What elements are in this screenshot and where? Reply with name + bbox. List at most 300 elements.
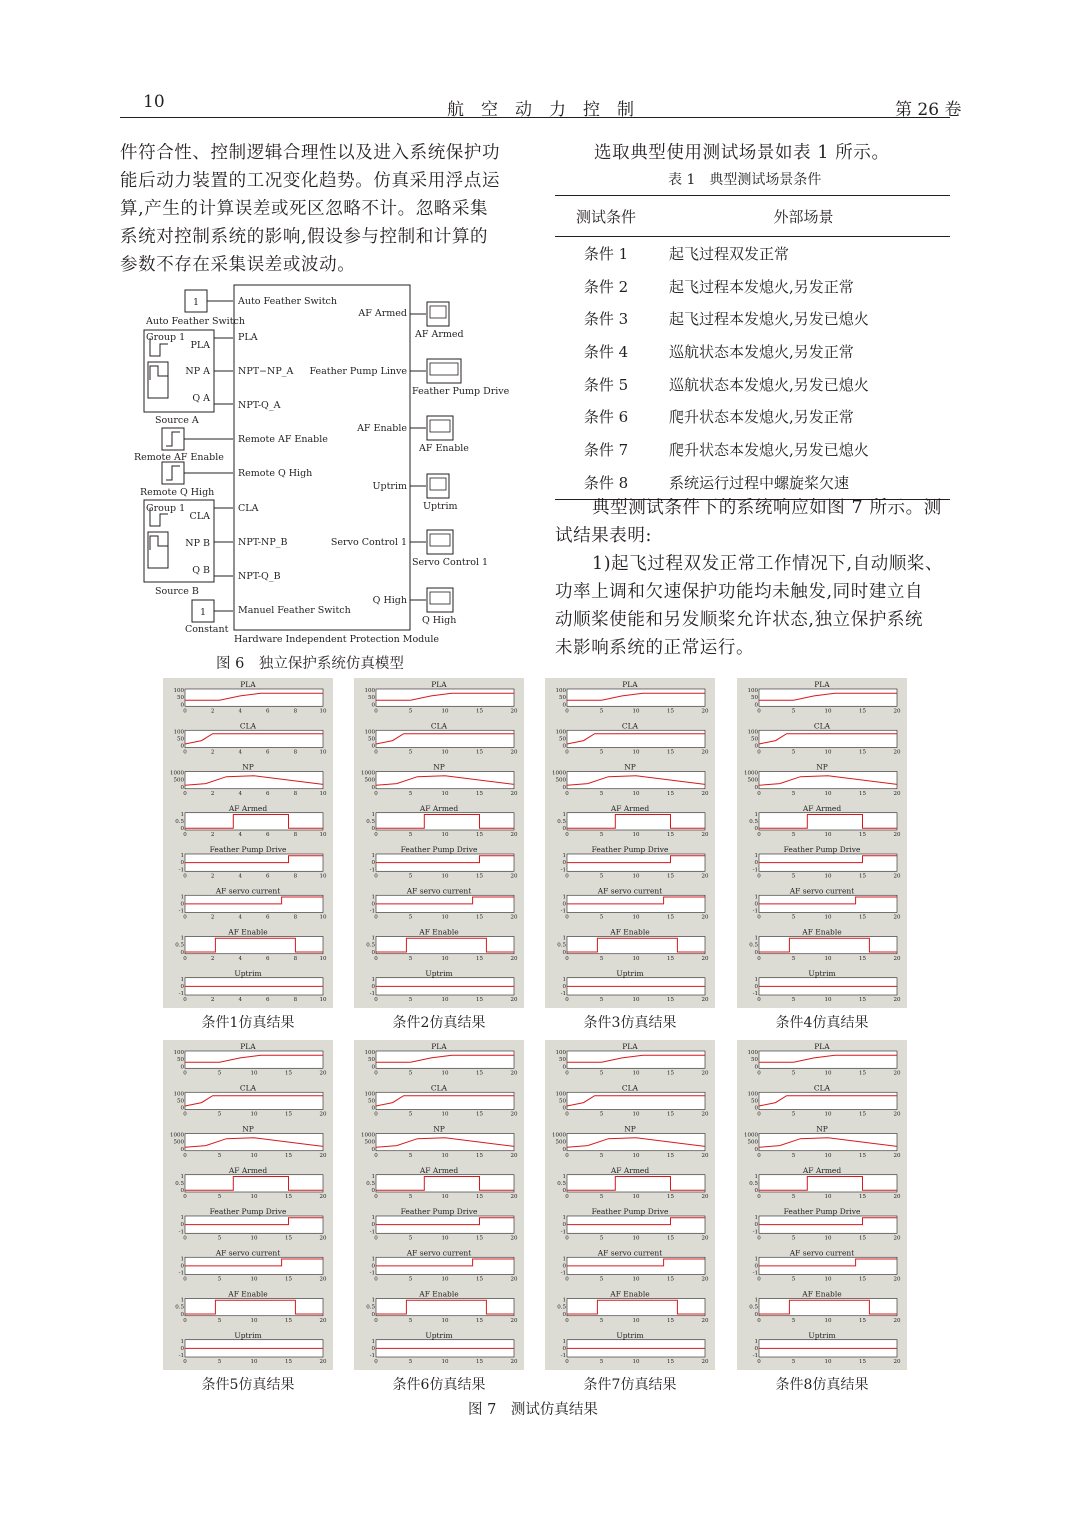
plot-axes xyxy=(759,772,897,789)
left-line-1: 件符合性、控制逻辑合理性以及进入系统保护功 xyxy=(120,143,501,163)
y-tick-label: 1 xyxy=(180,976,184,983)
x-tick-label: 10 xyxy=(632,1317,640,1324)
header-rule xyxy=(120,117,950,118)
y-tick-label: 50 xyxy=(368,736,375,743)
y-tick-label: 100 xyxy=(364,688,375,694)
input-port: Manuel Feather Switch xyxy=(238,605,351,616)
x-tick-label: 5 xyxy=(599,1070,604,1077)
y-tick-label: 1 xyxy=(371,1256,375,1263)
source-a-label: Source A xyxy=(155,415,199,426)
y-tick-label: 1 xyxy=(562,1215,566,1221)
x-tick-label: 5 xyxy=(791,1276,796,1283)
sim-result-panel xyxy=(545,678,715,1008)
x-tick-label: 10 xyxy=(632,955,640,962)
y-tick-label: 1000 xyxy=(170,770,184,777)
x-tick-label: 0 xyxy=(757,1152,761,1159)
condition-cell: 条件 7 xyxy=(583,440,629,459)
x-tick-label: 15 xyxy=(285,1317,292,1324)
y-tick-label: 0 xyxy=(371,826,375,832)
x-tick-label: 20 xyxy=(893,1359,901,1365)
x-tick-label: 20 xyxy=(701,790,709,797)
input-port: CLA xyxy=(238,503,259,514)
x-tick-label: 10 xyxy=(632,997,640,1003)
x-tick-label: 20 xyxy=(510,1152,518,1159)
y-tick-label: 1 xyxy=(562,853,566,859)
scope-label: Servo Control 1 xyxy=(412,557,489,568)
x-tick-label: 0 xyxy=(757,790,761,797)
scene-cell: 系统运行过程中螺旋桨欠速 xyxy=(657,466,950,499)
plot-axes xyxy=(376,937,514,954)
x-tick-label: 0 xyxy=(183,1276,187,1283)
x-tick-label: 15 xyxy=(667,708,674,715)
x-tick-label: 10 xyxy=(441,1152,449,1159)
x-tick-label: 15 xyxy=(476,1111,483,1118)
plot-axes xyxy=(185,1092,323,1109)
x-tick-label: 10 xyxy=(632,914,640,921)
y-tick-label: 50 xyxy=(177,695,184,702)
x-tick-label: 20 xyxy=(510,790,518,797)
x-tick-label: 15 xyxy=(285,1359,292,1365)
y-tick-label: 0.5 xyxy=(175,818,184,825)
volume-label: 第 26 卷 xyxy=(895,100,962,120)
x-tick-label: 15 xyxy=(285,1194,292,1200)
input-port: NPT-NP_B xyxy=(238,537,288,548)
y-tick-label: 1000 xyxy=(744,1132,758,1139)
x-tick-label: 2 xyxy=(210,873,215,880)
x-tick-label: 2 xyxy=(210,708,215,715)
x-tick-label: 10 xyxy=(824,1317,832,1324)
plot-title: PLA xyxy=(240,1042,256,1051)
y-tick-label: 50 xyxy=(751,736,758,743)
plot-axes xyxy=(567,689,705,706)
input-port: NPT−NP_A xyxy=(238,366,294,377)
x-tick-label: 5 xyxy=(217,1235,222,1242)
x-tick-label: 0 xyxy=(183,1194,187,1200)
plot-title: Uptrim xyxy=(616,968,644,978)
fig6-diagram xyxy=(130,280,510,650)
y-tick-label: 1 xyxy=(371,1297,375,1304)
y-tick-label: -1 xyxy=(560,991,566,997)
x-tick-label: 5 xyxy=(599,1359,604,1365)
y-tick-label: -1 xyxy=(369,908,375,915)
x-tick-label: 8 xyxy=(293,997,298,1003)
x-tick-label: 0 xyxy=(565,1194,569,1200)
table-row xyxy=(555,270,950,303)
x-tick-label: 20 xyxy=(319,1194,327,1200)
plot-axes xyxy=(567,1175,705,1192)
x-tick-label: 10 xyxy=(824,1194,832,1200)
x-tick-label: 20 xyxy=(510,1276,518,1283)
x-tick-label: 15 xyxy=(476,832,483,838)
x-tick-label: 0 xyxy=(757,1111,761,1118)
y-tick-label: -1 xyxy=(178,991,184,997)
y-tick-label: 50 xyxy=(177,1057,184,1064)
x-tick-label: 15 xyxy=(859,749,866,756)
x-tick-label: 0 xyxy=(565,1276,569,1283)
x-tick-label: 2 xyxy=(210,955,215,962)
plot-title: CLA xyxy=(813,1083,831,1093)
x-tick-label: 20 xyxy=(893,1317,901,1324)
x-tick-label: 0 xyxy=(183,997,187,1003)
scope-label: AF Armed xyxy=(415,329,464,340)
x-tick-label: 20 xyxy=(701,1235,709,1242)
x-tick-label: 10 xyxy=(441,1235,449,1242)
x-tick-label: 10 xyxy=(250,1111,258,1118)
x-tick-label: 5 xyxy=(599,790,604,797)
y-tick-label: 0.5 xyxy=(557,942,566,949)
plot-title: Feather Pump Drive xyxy=(783,845,861,854)
y-tick-label: 0 xyxy=(754,1222,758,1229)
output-port: AF Enable xyxy=(357,423,407,434)
x-tick-label: 5 xyxy=(408,997,413,1003)
x-tick-label: 0 xyxy=(183,790,187,797)
y-tick-label: 0 xyxy=(562,1188,566,1194)
x-tick-label: 4 xyxy=(238,708,242,715)
x-tick-label: 6 xyxy=(266,708,270,715)
x-tick-label: 20 xyxy=(319,1359,327,1365)
plot-title: AF Enable xyxy=(228,1289,268,1299)
x-tick-label: 15 xyxy=(667,832,674,838)
src-qb: Q B xyxy=(192,565,210,576)
x-tick-label: 20 xyxy=(893,914,901,921)
plot-axes xyxy=(376,772,514,789)
table-row xyxy=(555,335,950,368)
y-tick-label: 0 xyxy=(180,949,184,956)
y-tick-label: 0 xyxy=(180,901,184,908)
x-tick-label: 20 xyxy=(319,1276,327,1283)
y-tick-label: 50 xyxy=(751,1098,758,1105)
x-tick-label: 0 xyxy=(183,955,187,962)
plot-axes xyxy=(759,1092,897,1109)
y-tick-label: 0.5 xyxy=(366,1304,375,1311)
x-tick-label: 5 xyxy=(408,1235,413,1242)
plot-axes xyxy=(567,1134,705,1151)
x-tick-label: 10 xyxy=(441,997,449,1003)
plot-title: CLA xyxy=(621,721,639,731)
x-tick-label: 2 xyxy=(210,997,215,1003)
x-tick-label: 0 xyxy=(565,1152,569,1159)
x-tick-label: 10 xyxy=(824,708,832,715)
y-tick-label: 1 xyxy=(371,894,375,901)
plot-title: AF servo current xyxy=(789,1248,855,1258)
remote-af-enable-label: Remote AF Enable xyxy=(134,452,224,463)
y-tick-label: 0 xyxy=(180,1105,184,1112)
sim-result-panel xyxy=(163,1040,333,1370)
x-tick-label: 4 xyxy=(238,955,242,962)
x-tick-label: 0 xyxy=(374,873,378,880)
y-tick-label: 100 xyxy=(747,688,758,694)
x-tick-label: 0 xyxy=(183,1152,187,1159)
scope-label: Q High xyxy=(422,615,457,626)
x-tick-label: 10 xyxy=(632,1276,640,1283)
x-tick-label: 20 xyxy=(510,749,518,756)
x-tick-label: 15 xyxy=(859,873,866,880)
y-tick-label: 0 xyxy=(754,784,758,791)
x-tick-label: 20 xyxy=(701,997,709,1003)
panel-caption: 条件8仿真结果 xyxy=(775,1377,869,1393)
y-tick-label: 1 xyxy=(754,1173,758,1180)
y-tick-label: 1 xyxy=(371,1338,375,1345)
x-tick-label: 10 xyxy=(824,914,832,921)
x-tick-label: 0 xyxy=(565,1359,569,1365)
input-port: NPT-Q_B xyxy=(238,571,281,582)
plot-title: PLA xyxy=(814,680,830,689)
x-tick-label: 20 xyxy=(510,955,518,962)
plot-title: Uptrim xyxy=(616,1330,644,1340)
x-tick-label: 10 xyxy=(319,955,327,962)
x-tick-label: 5 xyxy=(408,1194,413,1200)
y-tick-label: 1 xyxy=(371,935,375,942)
plot-title: CLA xyxy=(621,1083,639,1093)
x-tick-label: 20 xyxy=(319,1152,327,1159)
y-tick-label: 0 xyxy=(180,1311,184,1318)
y-tick-label: 0 xyxy=(562,1146,566,1153)
x-tick-label: 10 xyxy=(319,749,327,756)
plot-title: AF Enable xyxy=(802,1289,842,1299)
x-tick-label: 20 xyxy=(893,749,901,756)
panel-caption: 条件7仿真结果 xyxy=(583,1377,677,1393)
x-tick-label: 10 xyxy=(824,997,832,1003)
x-tick-label: 0 xyxy=(757,1194,761,1200)
x-tick-label: 10 xyxy=(632,832,640,838)
y-tick-label: -1 xyxy=(560,867,566,874)
table-row xyxy=(555,433,950,466)
y-tick-label: 1 xyxy=(754,976,758,983)
plot-axes xyxy=(185,772,323,789)
plot-title: AF Armed xyxy=(228,1165,268,1175)
y-tick-label: 0 xyxy=(371,1105,375,1112)
input-port: Remote Q High xyxy=(238,468,313,479)
x-tick-label: 15 xyxy=(859,832,866,838)
plot-title: AF servo current xyxy=(789,886,855,896)
table-row xyxy=(555,302,950,335)
x-tick-label: 15 xyxy=(476,1317,483,1324)
x-tick-label: 15 xyxy=(859,1276,866,1283)
src-pla: PLA xyxy=(190,340,210,351)
x-tick-label: 15 xyxy=(285,1276,292,1283)
scene-cell: 爬升状态本发熄火,另发正常 xyxy=(669,408,854,427)
output-port: AF Armed xyxy=(358,308,407,319)
plot-title: AF servo current xyxy=(597,886,663,896)
x-tick-label: 5 xyxy=(408,1070,413,1077)
y-tick-label: 50 xyxy=(368,695,375,702)
src-npb: NP B xyxy=(185,538,210,549)
scope-label: Uptrim xyxy=(423,501,458,512)
x-tick-label: 5 xyxy=(791,873,796,880)
x-tick-label: 20 xyxy=(701,1111,709,1118)
y-tick-label: 0 xyxy=(754,1263,758,1270)
x-tick-label: 0 xyxy=(565,955,569,962)
plot-title: CLA xyxy=(813,721,831,731)
x-tick-label: 15 xyxy=(667,955,674,962)
x-tick-label: 5 xyxy=(217,1111,222,1118)
output-port: Servo Control 1 xyxy=(330,537,407,548)
plot-title: AF Armed xyxy=(802,1165,842,1175)
x-tick-label: 5 xyxy=(791,997,796,1003)
x-tick-label: 0 xyxy=(374,832,378,838)
y-tick-label: -1 xyxy=(369,1353,375,1359)
x-tick-label: 0 xyxy=(374,955,378,962)
output-port: Uptrim xyxy=(372,481,407,492)
y-tick-label: 0 xyxy=(371,983,375,990)
y-tick-label: 0.5 xyxy=(557,1304,566,1311)
x-tick-label: 5 xyxy=(791,1359,796,1365)
y-tick-label: 0 xyxy=(754,1105,758,1112)
x-tick-label: 10 xyxy=(632,749,640,756)
x-tick-label: 0 xyxy=(374,1070,378,1077)
x-tick-label: 20 xyxy=(701,832,709,838)
plot-title: Feather Pump Drive xyxy=(591,845,669,854)
plot-axes xyxy=(376,689,514,706)
plot-axes xyxy=(376,1051,514,1068)
plot-title: CLA xyxy=(239,1083,257,1093)
x-tick-label: 4 xyxy=(238,790,242,797)
x-tick-label: 10 xyxy=(250,1317,258,1324)
x-tick-label: 20 xyxy=(319,1317,327,1324)
y-tick-label: 1 xyxy=(180,1256,184,1263)
right-intro: 选取典型使用测试场景如表 1 所示。 xyxy=(594,143,890,163)
y-tick-label: -1 xyxy=(560,1270,566,1277)
scene-cell: 起飞过程本发熄火,另发已熄火 xyxy=(669,310,869,329)
y-tick-label: 1000 xyxy=(744,770,758,777)
plot-title: Uptrim xyxy=(234,968,262,978)
y-tick-label: 0 xyxy=(754,1188,758,1194)
y-tick-label: 0 xyxy=(562,983,566,990)
x-tick-label: 10 xyxy=(632,1194,640,1200)
y-tick-label: 0 xyxy=(180,826,184,832)
plot-axes xyxy=(759,1175,897,1192)
plot-title: CLA xyxy=(239,721,257,731)
plot-title: Feather Pump Drive xyxy=(591,1207,669,1216)
y-tick-label: 100 xyxy=(364,1050,375,1056)
x-tick-label: 15 xyxy=(667,1317,674,1324)
x-tick-label: 5 xyxy=(791,1152,796,1159)
y-tick-label: 0 xyxy=(754,1311,758,1318)
x-tick-label: 10 xyxy=(441,1317,449,1324)
y-tick-label: 1 xyxy=(371,1173,375,1180)
y-tick-label: -1 xyxy=(178,1229,184,1236)
y-tick-label: 0.5 xyxy=(366,1180,375,1187)
y-tick-label: 1 xyxy=(562,811,566,818)
x-tick-label: 20 xyxy=(701,1317,709,1324)
x-tick-label: 10 xyxy=(632,1070,640,1077)
x-tick-label: 20 xyxy=(701,955,709,962)
plot-axes xyxy=(567,813,705,830)
x-tick-label: 4 xyxy=(238,997,242,1003)
x-tick-label: 5 xyxy=(408,790,413,797)
plot-axes xyxy=(759,1134,897,1151)
y-tick-label: 1 xyxy=(371,976,375,983)
plot-title: Feather Pump Drive xyxy=(209,1207,287,1216)
y-tick-label: -1 xyxy=(752,1270,758,1277)
y-tick-label: 0 xyxy=(754,1146,758,1153)
x-tick-label: 10 xyxy=(441,749,449,756)
x-tick-label: 10 xyxy=(824,955,832,962)
plot-axes xyxy=(376,1092,514,1109)
x-tick-label: 20 xyxy=(893,1152,901,1159)
y-tick-label: 0 xyxy=(371,1222,375,1229)
y-tick-label: 500 xyxy=(173,777,184,784)
x-tick-label: 5 xyxy=(599,708,604,715)
x-tick-label: 5 xyxy=(408,708,413,715)
input-port: NPT-Q_A xyxy=(238,400,281,411)
x-tick-label: 10 xyxy=(250,1070,258,1077)
plot-axes xyxy=(759,937,897,954)
x-tick-label: 15 xyxy=(476,997,483,1003)
plot-axes xyxy=(567,1051,705,1068)
plot-axes xyxy=(567,772,705,789)
y-tick-label: 0 xyxy=(754,901,758,908)
x-tick-label: 2 xyxy=(210,914,215,921)
y-tick-label: 0 xyxy=(371,1064,375,1071)
x-tick-label: 5 xyxy=(408,914,413,921)
x-tick-label: 20 xyxy=(701,1070,709,1077)
x-tick-label: 15 xyxy=(859,1111,866,1118)
fig6-caption: 图 6 独立保护系统仿真模型 xyxy=(216,656,404,672)
x-tick-label: 20 xyxy=(319,1111,327,1118)
x-tick-label: 20 xyxy=(510,1194,518,1200)
scope-label: AF Enable xyxy=(419,443,469,454)
x-tick-label: 0 xyxy=(374,790,378,797)
x-tick-label: 20 xyxy=(893,1235,901,1242)
scene-cell: 起飞过程本发熄火,另发正常 xyxy=(669,277,854,296)
y-tick-label: 50 xyxy=(559,1098,566,1105)
scene-cell: 巡航状态本发熄火,另发已熄火 xyxy=(669,375,869,394)
sim-result-panel xyxy=(737,678,907,1008)
x-tick-label: 20 xyxy=(510,873,518,880)
x-tick-label: 5 xyxy=(599,749,604,756)
y-tick-label: 1 xyxy=(180,1173,184,1180)
panel-caption: 条件1仿真结果 xyxy=(201,1015,295,1031)
x-tick-label: 0 xyxy=(183,1359,187,1365)
x-tick-label: 20 xyxy=(893,997,901,1003)
panel-caption: 条件5仿真结果 xyxy=(201,1377,295,1393)
x-tick-label: 15 xyxy=(859,1152,866,1159)
x-tick-label: 15 xyxy=(476,708,483,715)
x-tick-label: 15 xyxy=(476,1152,483,1159)
y-tick-label: 1 xyxy=(562,894,566,901)
plot-title: NP xyxy=(624,1124,636,1134)
x-tick-label: 0 xyxy=(565,1111,569,1118)
x-tick-label: 5 xyxy=(791,708,796,715)
plot-title: Uptrim xyxy=(808,1330,836,1340)
y-tick-label: -1 xyxy=(752,991,758,997)
y-tick-label: 100 xyxy=(364,1091,375,1098)
remote-q-high-label: Remote Q High xyxy=(140,487,215,498)
y-tick-label: 100 xyxy=(747,729,758,736)
y-tick-label: 100 xyxy=(173,1050,184,1056)
y-tick-label: -1 xyxy=(752,908,758,915)
y-tick-label: 0 xyxy=(180,1188,184,1194)
x-tick-label: 0 xyxy=(565,790,569,797)
x-tick-label: 0 xyxy=(565,1070,569,1077)
x-tick-label: 6 xyxy=(266,749,270,756)
x-tick-label: 5 xyxy=(408,1152,413,1159)
y-tick-label: 1 xyxy=(371,853,375,859)
x-tick-label: 10 xyxy=(824,1235,832,1242)
y-tick-label: 0 xyxy=(180,1146,184,1153)
plot-title: AF Armed xyxy=(610,803,650,813)
sim-result-panel xyxy=(354,678,524,1008)
sim-result-panel xyxy=(354,1040,524,1370)
plot-axes xyxy=(759,689,897,706)
condition-cell: 条件 4 xyxy=(583,342,629,361)
x-tick-label: 5 xyxy=(408,1276,413,1283)
table-row xyxy=(555,368,950,401)
x-tick-label: 0 xyxy=(757,1276,761,1283)
table1 xyxy=(555,195,950,500)
x-tick-label: 0 xyxy=(757,873,761,880)
